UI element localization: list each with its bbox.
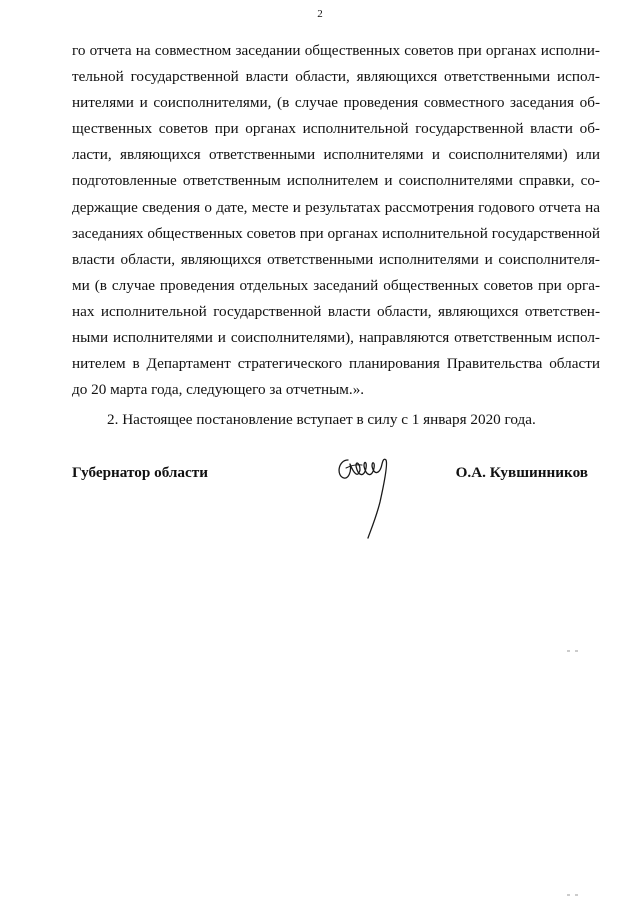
scan-mark [566, 649, 580, 653]
text-line: власти области, являющихся ответственными исполнителями и соисполнителя- [72, 250, 600, 268]
text-line: ми (в случае проведения отдельных заседаний общественных советов при орга- [72, 276, 600, 294]
text-line: ласти, являющихся ответственными исполнителями и соисполнителями) или [72, 146, 600, 164]
text-line: нителями и соисполнителями, (в случае проведения совместного заседания об- [72, 94, 600, 112]
text-line: го отчета на совместном заседании общественных советов при органах исполни- [72, 42, 600, 59]
page-number: 2 [317, 8, 323, 20]
text-line: нителем в Департамент стратегического планирования Правительства области [72, 355, 600, 373]
text-line: до 20 марта года, следующего за отчетным.». [72, 381, 365, 399]
body-paragraph [72, 38, 600, 403]
handwritten-signature [334, 454, 398, 548]
text-line: тельной государственной власти области, являющихся ответственными испол- [72, 68, 600, 86]
text-line: нах исполнительной государственной власти области, являющихся ответствен- [72, 302, 600, 320]
signer-title: Губернатор области [72, 464, 208, 481]
effective-date-paragraph: 2. Настоящее постановление вступает в силу с 1 января 2020 года. [107, 411, 536, 428]
signature-block [72, 464, 600, 564]
text-line: подготовленные ответственным исполнителем и соисполнителями справки, со- [72, 172, 600, 190]
text-line: ными исполнителями и соисполнителями), направляются ответственным испол- [72, 329, 600, 347]
scan-mark [566, 893, 580, 897]
text-line: держащие сведения о дате, месте и результатах рассмотрения годового отчета на [72, 198, 600, 216]
text-line: заседаниях общественных советов при органах исполнительной государственной [72, 224, 600, 242]
text-line: щественных советов при органах исполнительной государственной власти об- [72, 120, 600, 138]
signer-name: О.А. Кувшинников [455, 464, 588, 481]
